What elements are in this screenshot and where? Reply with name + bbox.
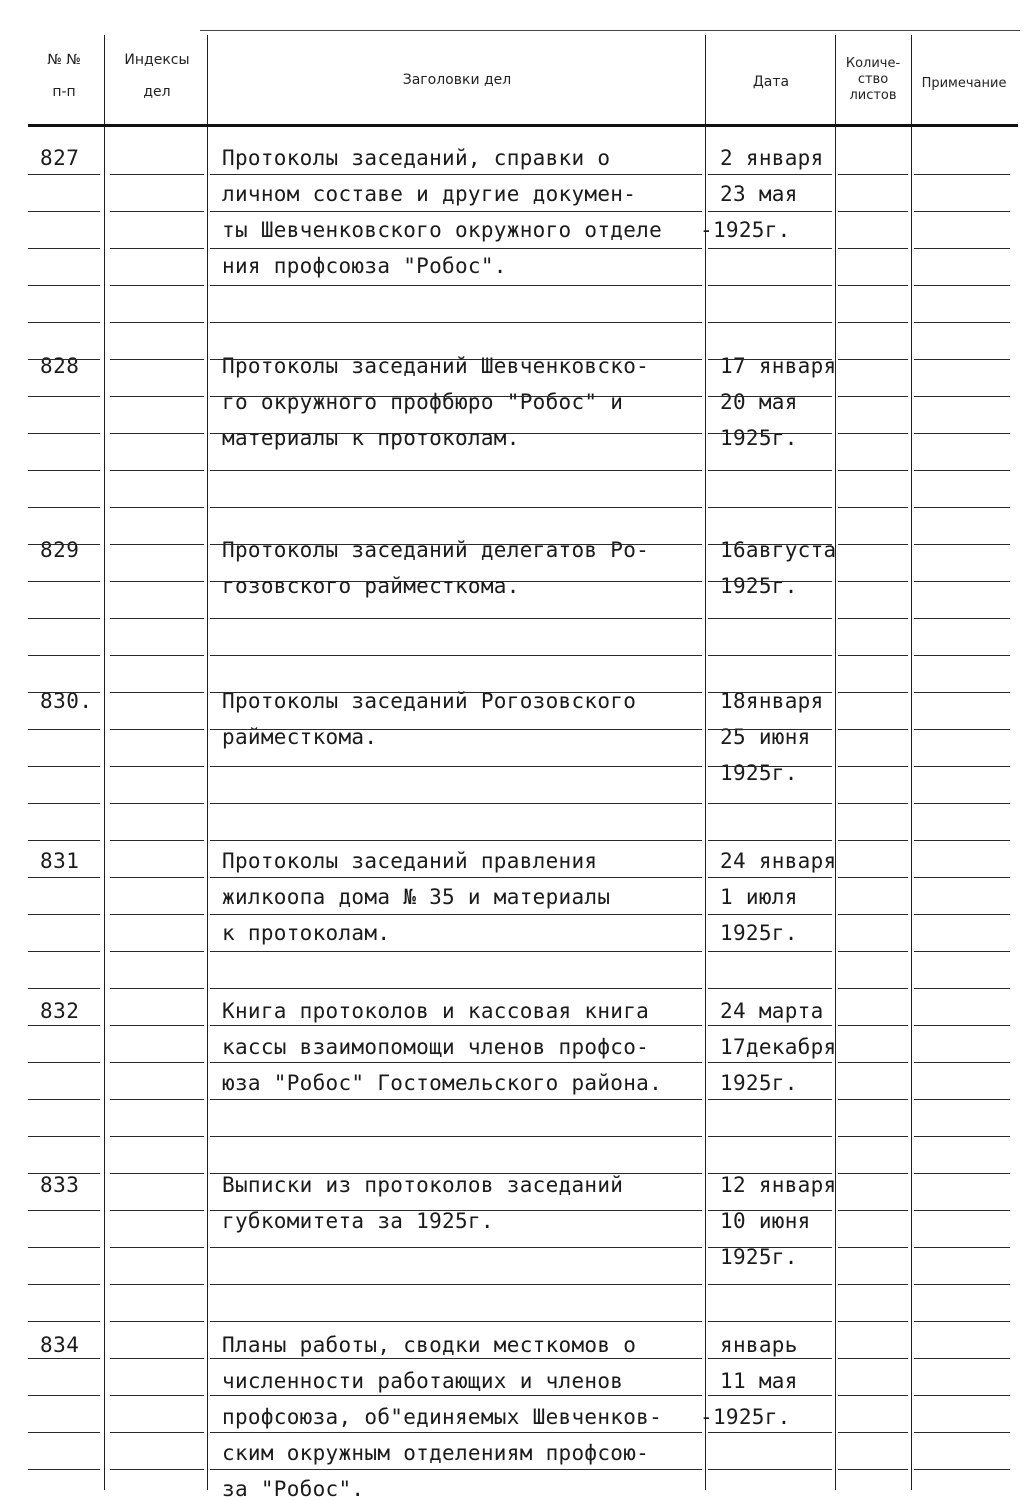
record-title-line: личном составе и другие докумен- xyxy=(222,182,637,206)
rule-index xyxy=(110,285,204,286)
rule-title xyxy=(210,729,702,730)
rule-index xyxy=(110,988,204,989)
rule-index xyxy=(110,1247,204,1248)
rule-sheets xyxy=(838,1247,908,1248)
rule-title xyxy=(210,803,702,804)
rule-date xyxy=(708,951,832,952)
header-top-rule xyxy=(200,30,1020,31)
rule-sheets xyxy=(838,322,908,323)
rule-index xyxy=(110,322,204,323)
rule-date xyxy=(708,914,832,915)
record-date-line: 16августа xyxy=(720,538,837,562)
rule-num xyxy=(28,618,100,619)
rule-date xyxy=(708,655,832,656)
rule-sheets xyxy=(838,211,908,212)
rule-date xyxy=(708,988,832,989)
rule-title xyxy=(210,1432,702,1433)
rule-title xyxy=(210,248,702,249)
rule-sheets xyxy=(838,396,908,397)
rule-title xyxy=(210,507,702,508)
record-title-line: к протоколам. xyxy=(222,921,391,945)
rule-num xyxy=(28,1395,100,1396)
rule-num xyxy=(28,1062,100,1063)
record-title-line: ским окружным отделениям профсою- xyxy=(222,1441,650,1465)
rule-num xyxy=(28,1173,100,1174)
rule-sheets xyxy=(838,174,908,175)
column-divider xyxy=(705,35,706,1490)
rule-note xyxy=(914,1247,1010,1248)
rule-title xyxy=(210,211,702,212)
rule-num xyxy=(28,544,100,545)
record-number: 832 xyxy=(40,999,80,1023)
record-date-line: 18января xyxy=(720,689,824,713)
rule-title xyxy=(210,1469,702,1470)
rule-num xyxy=(28,988,100,989)
rule-index xyxy=(110,729,204,730)
rule-date xyxy=(708,877,832,878)
record-title-line: кассы взаимопомощи членов профсо- xyxy=(222,1035,650,1059)
rule-num xyxy=(28,1321,100,1322)
rule-sheets xyxy=(838,1025,908,1026)
record-date-line: 2 января xyxy=(720,146,824,170)
header-num: № № п-п xyxy=(47,52,81,100)
record-number: 828 xyxy=(40,354,80,378)
rule-index xyxy=(110,1025,204,1026)
rule-sheets xyxy=(838,1173,908,1174)
rule-index xyxy=(110,1432,204,1433)
record-title-line: профсоюза, об"единяемых Шевченков- xyxy=(222,1405,663,1429)
rule-note xyxy=(914,729,1010,730)
record-number: 834 xyxy=(40,1333,80,1357)
record-title-line: Протоколы заседаний, справки о xyxy=(222,146,611,170)
record-title-line: ты Шевченковского окружного отделе xyxy=(222,218,663,242)
rule-note xyxy=(914,877,1010,878)
rule-date xyxy=(708,618,832,619)
record-date-line: 20 мая xyxy=(720,390,798,414)
column-divider xyxy=(207,35,208,1490)
rule-index xyxy=(110,581,204,582)
rule-title xyxy=(210,544,702,545)
record-date-line: 1925г. xyxy=(720,574,798,598)
rule-note xyxy=(914,840,1010,841)
rule-note xyxy=(914,248,1010,249)
rule-num xyxy=(28,359,100,360)
rule-date xyxy=(708,285,832,286)
rule-title xyxy=(210,840,702,841)
record-title-line: жилкоопа дома № 35 и материалы xyxy=(222,885,611,909)
rule-num xyxy=(28,581,100,582)
rule-note xyxy=(914,507,1010,508)
rule-index xyxy=(110,618,204,619)
rule-note xyxy=(914,766,1010,767)
rule-title xyxy=(210,1284,702,1285)
rule-sheets xyxy=(838,877,908,878)
record-title-line: за "Робос". xyxy=(222,1477,365,1501)
rule-index xyxy=(110,433,204,434)
header-bottom-rule xyxy=(28,124,1018,127)
rule-date xyxy=(708,433,832,434)
rule-index xyxy=(110,1469,204,1470)
record-date-line: 23 мая xyxy=(720,182,798,206)
record-title-line: Протоколы заседаний Рогозовского xyxy=(222,689,637,713)
rule-note xyxy=(914,322,1010,323)
rule-index xyxy=(110,951,204,952)
rule-num xyxy=(28,248,100,249)
record-title-line: ния профсоюза "Робос". xyxy=(222,254,507,278)
record-date-line: 1925г. xyxy=(720,1245,798,1269)
rule-note xyxy=(914,1469,1010,1470)
record-number: 833 xyxy=(40,1173,80,1197)
rule-sheets xyxy=(838,1099,908,1100)
rule-title xyxy=(210,877,702,878)
rule-title xyxy=(210,1062,702,1063)
rule-date xyxy=(708,840,832,841)
record-title-line: Книга протоколов и кассовая книга xyxy=(222,999,650,1023)
rule-index xyxy=(110,655,204,656)
rule-sheets xyxy=(838,581,908,582)
rule-sheets xyxy=(838,544,908,545)
rule-title xyxy=(210,396,702,397)
rule-date xyxy=(708,470,832,471)
rule-title xyxy=(210,951,702,952)
rule-index xyxy=(110,1099,204,1100)
rule-num xyxy=(28,766,100,767)
rule-title xyxy=(210,692,702,693)
rule-date xyxy=(708,1395,832,1396)
rule-note xyxy=(914,951,1010,952)
rule-date xyxy=(708,396,832,397)
record-number: 831 xyxy=(40,849,80,873)
record-date-line: 12 января xyxy=(720,1173,837,1197)
rule-index xyxy=(110,1062,204,1063)
rule-title xyxy=(210,285,702,286)
rule-index xyxy=(110,1210,204,1211)
rule-date xyxy=(708,766,832,767)
rule-num xyxy=(28,1358,100,1359)
record-title-line: численности работающих и членов xyxy=(222,1369,624,1393)
record-date-line: -1925г. xyxy=(700,218,791,242)
rule-title xyxy=(210,581,702,582)
record-date-line: 11 мая xyxy=(720,1369,798,1393)
record-title-line: материалы к протоколам. xyxy=(222,426,520,450)
rule-note xyxy=(914,174,1010,175)
rule-sheets xyxy=(838,1395,908,1396)
record-date-line: 24 января xyxy=(720,849,837,873)
rule-note xyxy=(914,1321,1010,1322)
rule-index xyxy=(110,1173,204,1174)
rule-title xyxy=(210,1321,702,1322)
rule-sheets xyxy=(838,803,908,804)
rule-note xyxy=(914,1173,1010,1174)
rule-num xyxy=(28,1469,100,1470)
rule-date xyxy=(708,1173,832,1174)
header-date: Дата xyxy=(752,74,790,90)
rule-sheets xyxy=(838,1321,908,1322)
record-date-line: 17декабря xyxy=(720,1035,837,1059)
rule-date xyxy=(708,1025,832,1026)
rule-note xyxy=(914,1395,1010,1396)
rule-index xyxy=(110,359,204,360)
rule-num xyxy=(28,211,100,212)
record-date-line: 24 марта xyxy=(720,999,824,1023)
rule-num xyxy=(28,174,100,175)
rule-date xyxy=(708,174,832,175)
header-sheets: Количе- ство листов xyxy=(845,56,901,103)
record-title-line: го окружного профбюро "Робос" и xyxy=(222,390,624,414)
rule-date xyxy=(708,1284,832,1285)
rule-date xyxy=(708,248,832,249)
rule-note xyxy=(914,1284,1010,1285)
rule-sheets xyxy=(838,359,908,360)
rule-title xyxy=(210,359,702,360)
rule-title xyxy=(210,1395,702,1396)
rule-index xyxy=(110,248,204,249)
rule-note xyxy=(914,1210,1010,1211)
rule-index xyxy=(110,1395,204,1396)
rule-note xyxy=(914,1136,1010,1137)
rule-note xyxy=(914,470,1010,471)
rule-num xyxy=(28,803,100,804)
rule-index xyxy=(110,1321,204,1322)
record-title-line: юза "Робос" Гостомельского района. xyxy=(222,1071,663,1095)
rule-note xyxy=(914,396,1010,397)
rule-num xyxy=(28,729,100,730)
record-date-line: 1 июля xyxy=(720,885,798,909)
rule-index xyxy=(110,211,204,212)
header-title: Заголовки дел xyxy=(402,72,512,88)
rule-date xyxy=(708,1358,832,1359)
rule-date xyxy=(708,1432,832,1433)
rule-title xyxy=(210,766,702,767)
record-number: 827 xyxy=(40,146,80,170)
record-title-line: гозовского райместкома. xyxy=(222,574,520,598)
column-divider xyxy=(104,35,105,1490)
rule-note xyxy=(914,692,1010,693)
rule-index xyxy=(110,470,204,471)
header-note: Примечание xyxy=(921,76,1007,91)
record-title-line: райместкома. xyxy=(222,725,378,749)
rule-num xyxy=(28,1136,100,1137)
record-number: 830. xyxy=(40,689,93,713)
rule-title xyxy=(210,322,702,323)
record-title-line: Планы работы, сводки месткомов о xyxy=(222,1333,637,1357)
rule-sheets xyxy=(838,1432,908,1433)
rule-index xyxy=(110,692,204,693)
rule-num xyxy=(28,433,100,434)
record-date-line: 1925г. xyxy=(720,1071,798,1095)
rule-note xyxy=(914,544,1010,545)
rule-date xyxy=(708,359,832,360)
rule-date xyxy=(708,544,832,545)
record-date-line: 25 июня xyxy=(720,725,811,749)
rule-sheets xyxy=(838,285,908,286)
rule-note xyxy=(914,433,1010,434)
record-date-line: 17 января xyxy=(720,354,837,378)
rule-note xyxy=(914,211,1010,212)
rule-index xyxy=(110,803,204,804)
rule-index xyxy=(110,507,204,508)
rule-num xyxy=(28,507,100,508)
rule-sheets xyxy=(838,433,908,434)
rule-title xyxy=(210,470,702,471)
rule-date xyxy=(708,322,832,323)
rule-sheets xyxy=(838,1210,908,1211)
rule-title xyxy=(210,1136,702,1137)
rule-note xyxy=(914,1099,1010,1100)
record-number: 829 xyxy=(40,538,80,562)
rule-note xyxy=(914,1358,1010,1359)
column-divider xyxy=(835,35,836,1490)
rule-sheets xyxy=(838,988,908,989)
rule-num xyxy=(28,470,100,471)
rule-note xyxy=(914,618,1010,619)
record-title-line: Протоколы заседаний правления xyxy=(222,849,598,873)
rule-note xyxy=(914,914,1010,915)
rule-sheets xyxy=(838,470,908,471)
rule-sheets xyxy=(838,1358,908,1359)
rule-sheets xyxy=(838,248,908,249)
rule-date xyxy=(708,1469,832,1470)
column-divider xyxy=(911,35,912,1490)
record-date-line: 10 июня xyxy=(720,1209,811,1233)
rule-sheets xyxy=(838,1136,908,1137)
rule-note xyxy=(914,655,1010,656)
rule-sheets xyxy=(838,914,908,915)
rule-note xyxy=(914,1025,1010,1026)
rule-date xyxy=(708,211,832,212)
rule-index xyxy=(110,544,204,545)
rule-title xyxy=(210,1358,702,1359)
record-title-line: Протоколы заседаний делегатов Ро- xyxy=(222,538,650,562)
rule-num xyxy=(28,1247,100,1248)
rule-num xyxy=(28,877,100,878)
rule-title xyxy=(210,1025,702,1026)
rule-num xyxy=(28,1210,100,1211)
rule-note xyxy=(914,285,1010,286)
rule-num xyxy=(28,1284,100,1285)
rule-index xyxy=(110,766,204,767)
rule-num xyxy=(28,322,100,323)
rule-title xyxy=(210,914,702,915)
rule-note xyxy=(914,1062,1010,1063)
record-title-line: Протоколы заседаний Шевченковско- xyxy=(222,354,650,378)
rule-sheets xyxy=(838,692,908,693)
rule-num xyxy=(28,1099,100,1100)
rule-note xyxy=(914,988,1010,989)
rule-sheets xyxy=(838,1284,908,1285)
rule-num xyxy=(28,1025,100,1026)
rule-sheets xyxy=(838,729,908,730)
rule-title xyxy=(210,988,702,989)
rule-date xyxy=(708,729,832,730)
rule-note xyxy=(914,803,1010,804)
rule-date xyxy=(708,1210,832,1211)
rule-index xyxy=(110,1284,204,1285)
rule-sheets xyxy=(838,766,908,767)
rule-index xyxy=(110,1136,204,1137)
rule-date xyxy=(708,692,832,693)
rule-note xyxy=(914,359,1010,360)
record-date-line: 1925г. xyxy=(720,761,798,785)
rule-index xyxy=(110,1358,204,1359)
rule-note xyxy=(914,581,1010,582)
rule-index xyxy=(110,877,204,878)
record-date-line: 1925г. xyxy=(720,921,798,945)
rule-index xyxy=(110,174,204,175)
rule-date xyxy=(708,581,832,582)
rule-title xyxy=(210,655,702,656)
rule-num xyxy=(28,692,100,693)
rule-num xyxy=(28,951,100,952)
rule-title xyxy=(210,1210,702,1211)
rule-sheets xyxy=(838,1062,908,1063)
rule-index xyxy=(110,840,204,841)
rule-title xyxy=(210,174,702,175)
rule-date xyxy=(708,1099,832,1100)
rule-title xyxy=(210,1099,702,1100)
rule-num xyxy=(28,840,100,841)
rule-num xyxy=(28,655,100,656)
header-index: Индексы дел xyxy=(124,52,190,100)
rule-date xyxy=(708,1062,832,1063)
rule-title xyxy=(210,618,702,619)
rule-date xyxy=(708,1247,832,1248)
rule-date xyxy=(708,1136,832,1137)
rule-sheets xyxy=(838,507,908,508)
record-date-line: январь xyxy=(720,1333,798,1357)
record-date-line: -1925г. xyxy=(700,1405,791,1429)
record-date-line: 1925г. xyxy=(720,426,798,450)
rule-sheets xyxy=(838,655,908,656)
rule-sheets xyxy=(838,1469,908,1470)
rule-sheets xyxy=(838,951,908,952)
rule-title xyxy=(210,1247,702,1248)
rule-date xyxy=(708,803,832,804)
rule-num xyxy=(28,285,100,286)
rule-note xyxy=(914,1432,1010,1433)
rule-date xyxy=(708,507,832,508)
rule-title xyxy=(210,1173,702,1174)
rule-sheets xyxy=(838,840,908,841)
rule-index xyxy=(110,396,204,397)
record-title-line: Выписки из протоколов заседаний xyxy=(222,1173,624,1197)
rule-num xyxy=(28,396,100,397)
rule-index xyxy=(110,914,204,915)
rule-title xyxy=(210,433,702,434)
record-title-line: губкомитета за 1925г. xyxy=(222,1209,494,1233)
rule-num xyxy=(28,1432,100,1433)
rule-num xyxy=(28,914,100,915)
rule-sheets xyxy=(838,618,908,619)
rule-date xyxy=(708,1321,832,1322)
